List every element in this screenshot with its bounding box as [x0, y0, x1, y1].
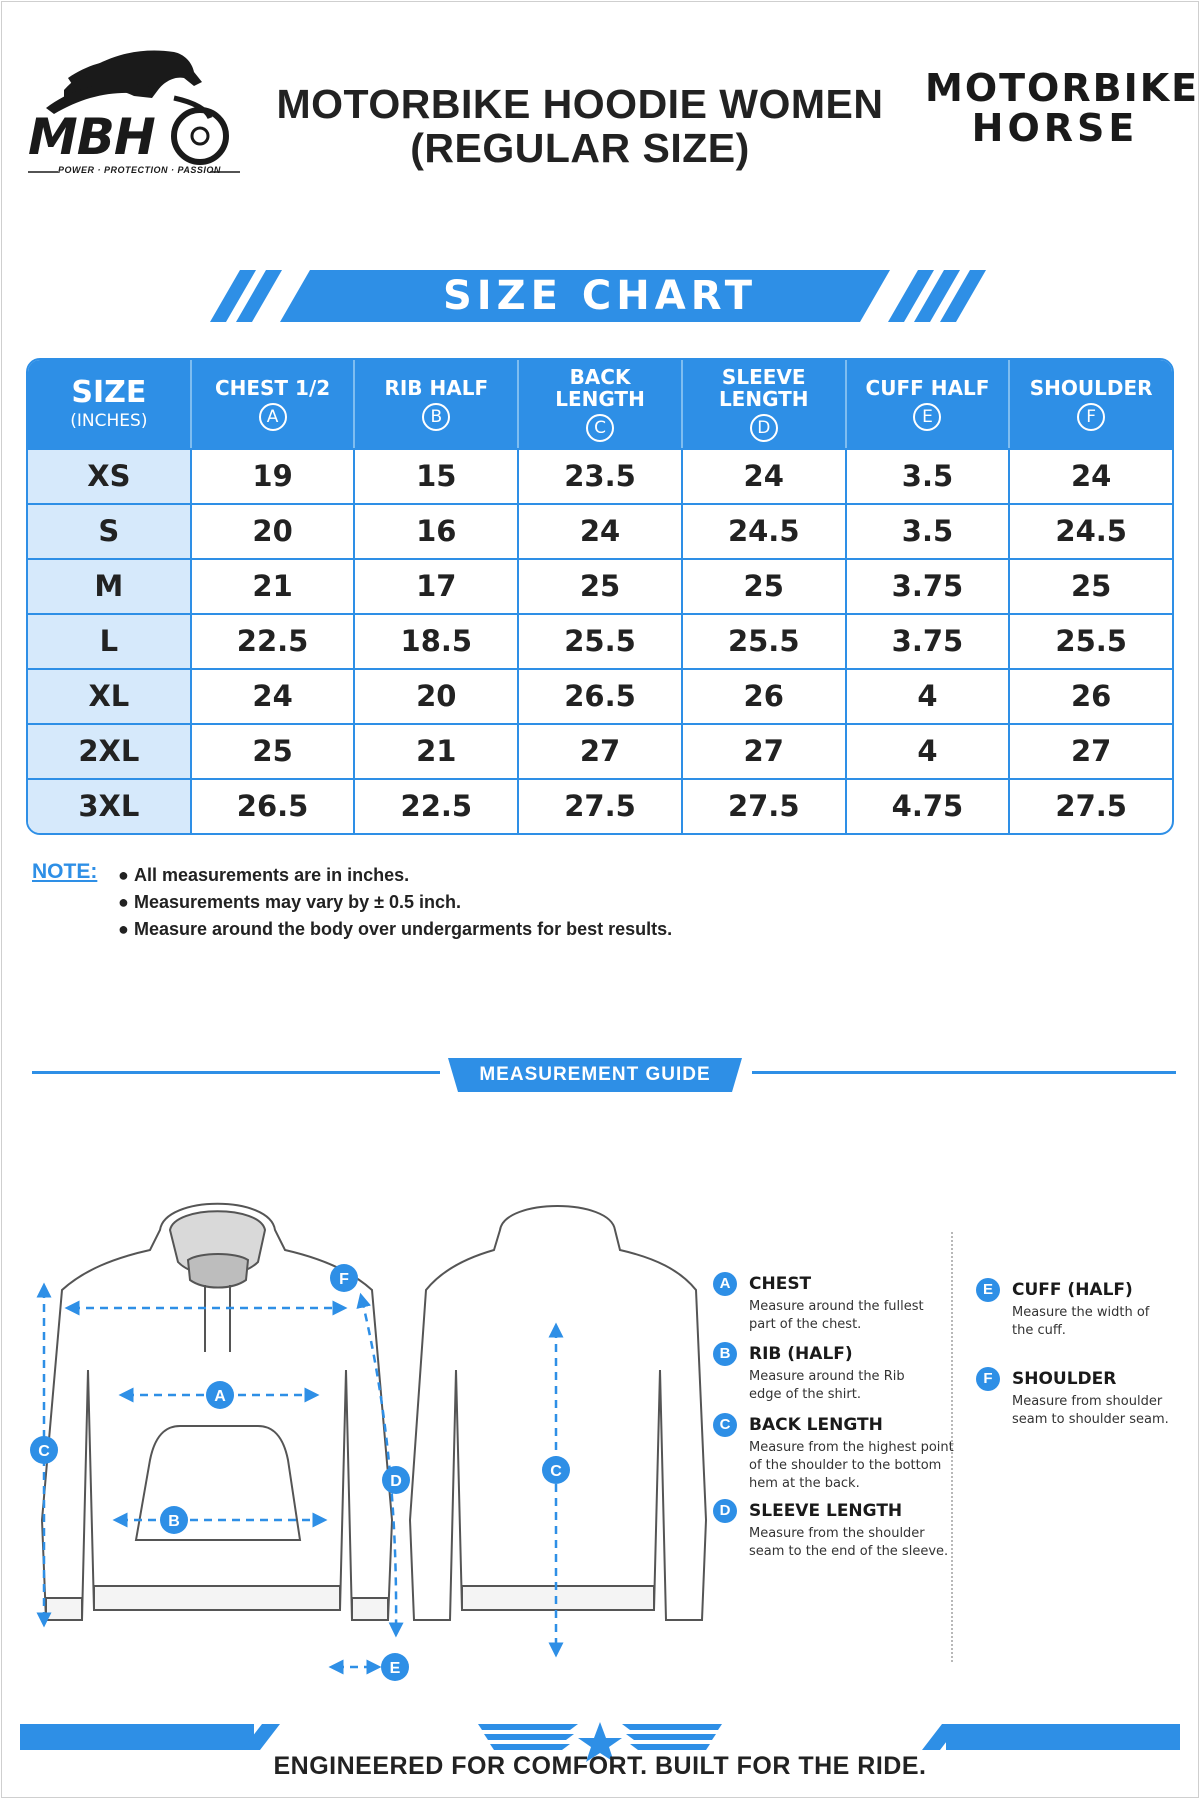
header-cuff: [845, 360, 1009, 448]
table-row: [28, 723, 1172, 778]
legend-title: CUFF (HALF): [1012, 1280, 1133, 1300]
legend-description-line: seam to the end of the sleeve.: [749, 1544, 949, 1559]
note-text: Measurements may vary by ± 0.5 inch.: [134, 892, 462, 912]
measurement-cell: 25: [1008, 560, 1172, 613]
header-label: BACK LENGTH: [555, 365, 645, 411]
legend-title: BACK LENGTH: [749, 1415, 883, 1435]
measurement-cell: 25.5: [1008, 615, 1172, 668]
guide-title: MEASUREMENT GUIDE: [479, 1064, 711, 1085]
diagram-label-b: B: [168, 1513, 180, 1530]
measurement-cell: 26.5: [190, 780, 354, 833]
legend-item: [713, 1342, 933, 1422]
legend-description-line: Measure from shoulder: [1012, 1394, 1163, 1409]
bullet-icon: ●: [118, 919, 129, 939]
legend-divider: [951, 1232, 953, 1662]
size-cell: L: [28, 615, 190, 668]
size-cell: XS: [28, 450, 190, 503]
table-row: [28, 558, 1172, 613]
legend-description-line: the cuff.: [1012, 1323, 1066, 1338]
measurement-cell: 25: [681, 560, 845, 613]
brand-line-2: HORSE: [971, 106, 1139, 150]
table-row: [28, 503, 1172, 558]
measurement-cell: 3.75: [845, 615, 1009, 668]
legend-badge: F: [976, 1367, 1000, 1391]
hoodie-diagram: [0, 1190, 710, 1690]
legend-badge: B: [713, 1342, 737, 1366]
mbh-logo: [24, 38, 244, 178]
measurement-cell: 4.75: [845, 780, 1009, 833]
diagram-label-c: C: [38, 1443, 50, 1460]
measurement-cell: 25.5: [681, 615, 845, 668]
guide-rule-left: [32, 1071, 440, 1074]
table-row: [28, 448, 1172, 503]
table-row: [28, 778, 1172, 833]
back-hoodie-drawing: [410, 1206, 706, 1620]
legend-description: [1012, 1304, 1149, 1340]
bullet-icon: ●: [118, 892, 129, 912]
note-item: [118, 889, 672, 916]
legend-title: SLEEVE LENGTH: [749, 1501, 903, 1521]
legend-description-line: edge of the shirt.: [749, 1387, 861, 1402]
measurement-cell: 22.5: [353, 780, 517, 833]
measurement-cell: 19: [190, 450, 354, 503]
size-table: [26, 358, 1174, 835]
legend-title: CHEST: [749, 1274, 812, 1294]
measurement-cell: 15: [353, 450, 517, 503]
legend-description-line: Measure around the fullest: [749, 1299, 924, 1314]
header-label: RIB HALF: [384, 376, 489, 400]
measurement-cell: 3.5: [845, 450, 1009, 503]
logo-wordmark: MBH: [28, 108, 155, 166]
header-label: CHEST 1/2: [214, 376, 331, 400]
legend-description-line: part of the chest.: [749, 1317, 862, 1332]
measurement-cell: 23.5: [517, 450, 681, 503]
note-item: [118, 862, 672, 889]
brand-line-1: MOTORBIKE: [925, 66, 1200, 110]
header-chest: [190, 360, 354, 448]
diagram-label-c-back: C: [550, 1463, 562, 1480]
table-row: [28, 668, 1172, 723]
header-size: [28, 360, 190, 448]
legend-description: [749, 1525, 948, 1561]
legend-item: [976, 1278, 1196, 1358]
diagram-label-f: F: [339, 1271, 349, 1288]
measurement-cell: 3.75: [845, 560, 1009, 613]
legend-description-line: seam to shoulder seam.: [1012, 1412, 1169, 1427]
legend-title: RIB (HALF): [749, 1344, 853, 1364]
title-line-2: (REGULAR SIZE): [410, 125, 750, 171]
diagram-label-d: D: [390, 1473, 402, 1490]
measurement-cell: 26.5: [517, 670, 681, 723]
brand-wordmark: [925, 66, 1200, 150]
size-chart-banner: [210, 270, 990, 322]
notes-list: [118, 862, 672, 943]
header-label: SLEEVE LENGTH: [718, 365, 809, 411]
size-cell: XL: [28, 670, 190, 723]
banner-title: SIZE CHART: [442, 273, 758, 319]
note-label: NOTE:: [32, 860, 98, 883]
legend-description-line: Measure the width of: [1012, 1305, 1150, 1320]
legend-description-line: hem at the back.: [749, 1476, 860, 1491]
measurement-cell: 4: [845, 725, 1009, 778]
measurement-cell: 24: [190, 670, 354, 723]
legend-description: [1012, 1393, 1169, 1429]
measurement-cell: 22.5: [190, 615, 354, 668]
header-letter: B: [422, 403, 450, 431]
measurement-cell: 21: [190, 560, 354, 613]
measurement-cell: 27.5: [517, 780, 681, 833]
diagram-label-a: A: [214, 1388, 226, 1405]
header-letter: C: [586, 414, 614, 442]
legend-description-line: Measure from the shoulder: [749, 1526, 925, 1541]
page-title: [250, 82, 910, 170]
header-size-label: SIZE: [71, 375, 147, 410]
legend-badge: D: [713, 1499, 737, 1523]
measurement-cell: 20: [353, 670, 517, 723]
measurement-cell: 18.5: [353, 615, 517, 668]
header-unit-label: (INCHES): [70, 411, 148, 431]
table-header: [28, 360, 1172, 448]
table-body: [28, 448, 1172, 833]
size-cell: S: [28, 505, 190, 558]
measurement-cell: 17: [353, 560, 517, 613]
measurement-cell: 25.5: [517, 615, 681, 668]
size-cell: 2XL: [28, 725, 190, 778]
size-cell: M: [28, 560, 190, 613]
measurement-cell: 26: [1008, 670, 1172, 723]
legend-badge: C: [713, 1413, 737, 1437]
diagram-label-e: E: [389, 1660, 401, 1677]
header-letter: A: [259, 403, 287, 431]
measurement-cell: 24: [517, 505, 681, 558]
measurement-cell: 25: [517, 560, 681, 613]
header-back-length: [517, 360, 681, 448]
measurement-cell: 24: [1008, 450, 1172, 503]
logo-slogan: POWER · PROTECTION · PASSION: [58, 165, 221, 175]
measurement-cell: 24.5: [1008, 505, 1172, 558]
legend-description-line: Measure around the Rib: [749, 1369, 905, 1384]
legend-title: SHOULDER: [1012, 1369, 1117, 1389]
measurement-cell: 27: [1008, 725, 1172, 778]
legend-badge: E: [976, 1278, 1000, 1302]
legend-item: [713, 1499, 949, 1579]
footer-tagline: ENGINEERED FOR COMFORT. BUILT FOR THE RIDE.: [273, 1752, 927, 1780]
title-line-1: MOTORBIKE HOODIE WOMEN: [276, 81, 884, 127]
measurement-cell: 25: [190, 725, 354, 778]
guide-rule-right: [752, 1071, 1176, 1074]
header-sleeve-length: [681, 360, 845, 448]
measurement-cell: 27.5: [681, 780, 845, 833]
legend-badge: A: [713, 1272, 737, 1296]
bullet-icon: ●: [118, 865, 129, 885]
measurement-cell: 27.5: [1008, 780, 1172, 833]
header-letter: E: [913, 403, 941, 431]
size-cell: 3XL: [28, 780, 190, 833]
header-shoulder: [1008, 360, 1172, 448]
measurement-cell: 4: [845, 670, 1009, 723]
header-letter: F: [1077, 403, 1105, 431]
header-label: SHOULDER: [1029, 376, 1153, 400]
note-item: [118, 916, 672, 943]
measurement-cell: 27: [517, 725, 681, 778]
legend-item: [713, 1413, 954, 1493]
legend-description: [749, 1298, 924, 1334]
measurement-cell: 16: [353, 505, 517, 558]
measurement-cell: 26: [681, 670, 845, 723]
legend-description-line: of the shoulder to the bottom: [749, 1458, 942, 1473]
measurement-cell: 20: [190, 505, 354, 558]
header-rib: [353, 360, 517, 448]
legend-description: [749, 1439, 954, 1493]
table-row: [28, 613, 1172, 668]
legend-description: [749, 1368, 905, 1404]
legend-item: [713, 1272, 933, 1352]
header-letter: D: [750, 414, 778, 442]
measurement-cell: 24.5: [681, 505, 845, 558]
note-text: All measurements are in inches.: [134, 865, 410, 885]
note-text: Measure around the body over undergarments for best results.: [134, 919, 673, 939]
legend-description-line: Measure from the highest point: [749, 1440, 954, 1455]
measurement-cell: 24: [681, 450, 845, 503]
measurement-cell: 27: [681, 725, 845, 778]
measurement-cell: 3.5: [845, 505, 1009, 558]
legend-item: [976, 1367, 1196, 1447]
measurement-cell: 21: [353, 725, 517, 778]
header-label: CUFF HALF: [865, 376, 990, 400]
